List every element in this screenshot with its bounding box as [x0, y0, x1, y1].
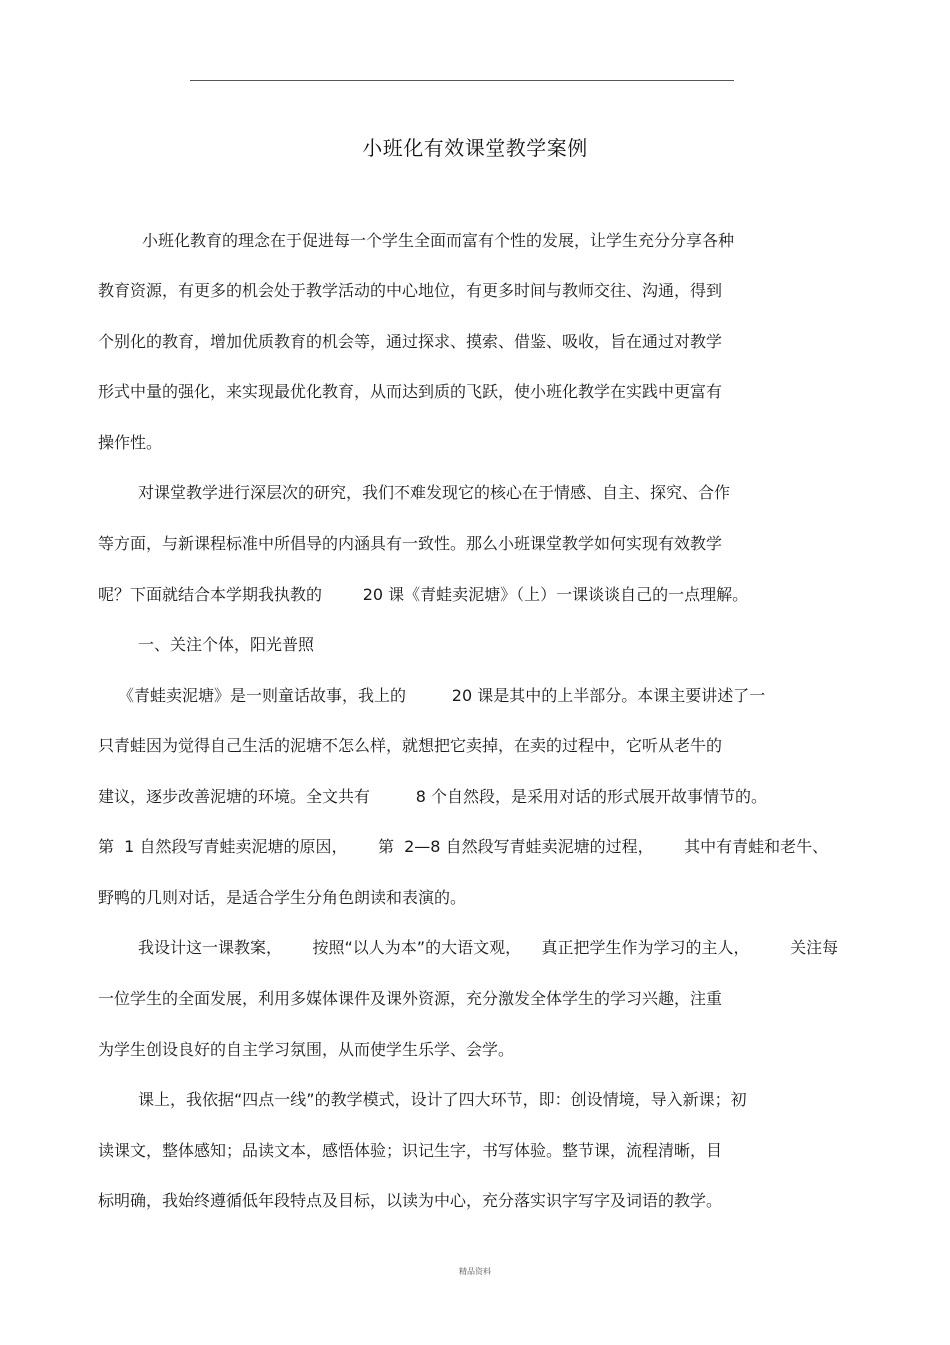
- text-line: 等方面，与新课程标准中所倡导的内涵具有一致性。那么小班课堂教学如何实现有效教学: [98, 534, 723, 553]
- text-line: 建议，逐步改善泥塘的环境。全文共有 8 个自然段，是采用对话的形式展开故事情节的。: [98, 787, 768, 806]
- text-line: 教育资源，有更多的机会处于教学活动的中心地位，有更多时间与教师交往、沟通，得到: [98, 281, 723, 300]
- text-line: 形式中量的强化，来实现最优化教育，从而达到质的飞跃，使小班化教学在实践中更富有: [98, 382, 723, 401]
- text-line: 一位学生的全面发展，利用多媒体课件及课外资源，充分激发全体学生的学习兴趣，注重: [98, 989, 723, 1008]
- text-line: 个别化的教育，增加优质教育的机会等，通过探求、摸索、借鉴、吸收，旨在通过对教学: [98, 332, 723, 351]
- text-line: 野鸭的几则对话，是适合学生分角色朗读和表演的。: [98, 888, 467, 907]
- text-line: 为学生创设良好的自主学习氛围，从而使学生乐学、会学。: [98, 1040, 515, 1059]
- text-line: 标明确，我始终遵循低年段特点及目标，以读为中心，充分落实识字写字及词语的教学。: [98, 1191, 723, 1210]
- header-rule: [190, 80, 734, 81]
- text-line: 读课文，整体感知；品读文本，感悟体验；识记生字，书写体验。整节课，流程清晰，目: [98, 1141, 723, 1160]
- text-line: 呢？下面就结合本学期我执教的 20 课《青蛙卖泥塘》（上）一课谈谈自己的一点理解。: [98, 585, 749, 604]
- text-line: 我设计这一课教案， 按照“以人为本”的大语文观， 真正把学生作为学习的主人， 关注每: [138, 938, 839, 957]
- document-title: 小班化有效课堂教学案例: [362, 136, 588, 160]
- text-line: 只青蛙因为觉得自己生活的泥塘不怎么样，就想把它卖掉，在卖的过程中，它听从老牛的: [98, 736, 723, 755]
- text-line: 《青蛙卖泥塘》是一则童话故事，我上的 20 课是其中的上半部分。本课主要讲述了一: [118, 686, 766, 705]
- text-line: 第 1 自然段写青蛙卖泥塘的原因， 第 2—8 自然段写青蛙卖泥塘的过程， 其中有青蛙和老牛、: [98, 837, 829, 856]
- text-line: 小班化教育的理念在于促进每一个学生全面而富有个性的发展，让学生充分分享各种: [142, 231, 735, 250]
- text-line: 课上，我依据“四点一线”的教学模式，设计了四大环节，即：创设情境，导入新课；初: [138, 1090, 747, 1109]
- text-line: 对课堂教学进行深层次的研究，我们不难发现它的核心在于情感、自主、探究、合作: [138, 483, 731, 502]
- page-footer: 精品资料: [459, 1267, 491, 1276]
- text-line: 操作性。: [98, 433, 163, 452]
- section-heading: 一、关注个体，阳光普照: [138, 635, 315, 654]
